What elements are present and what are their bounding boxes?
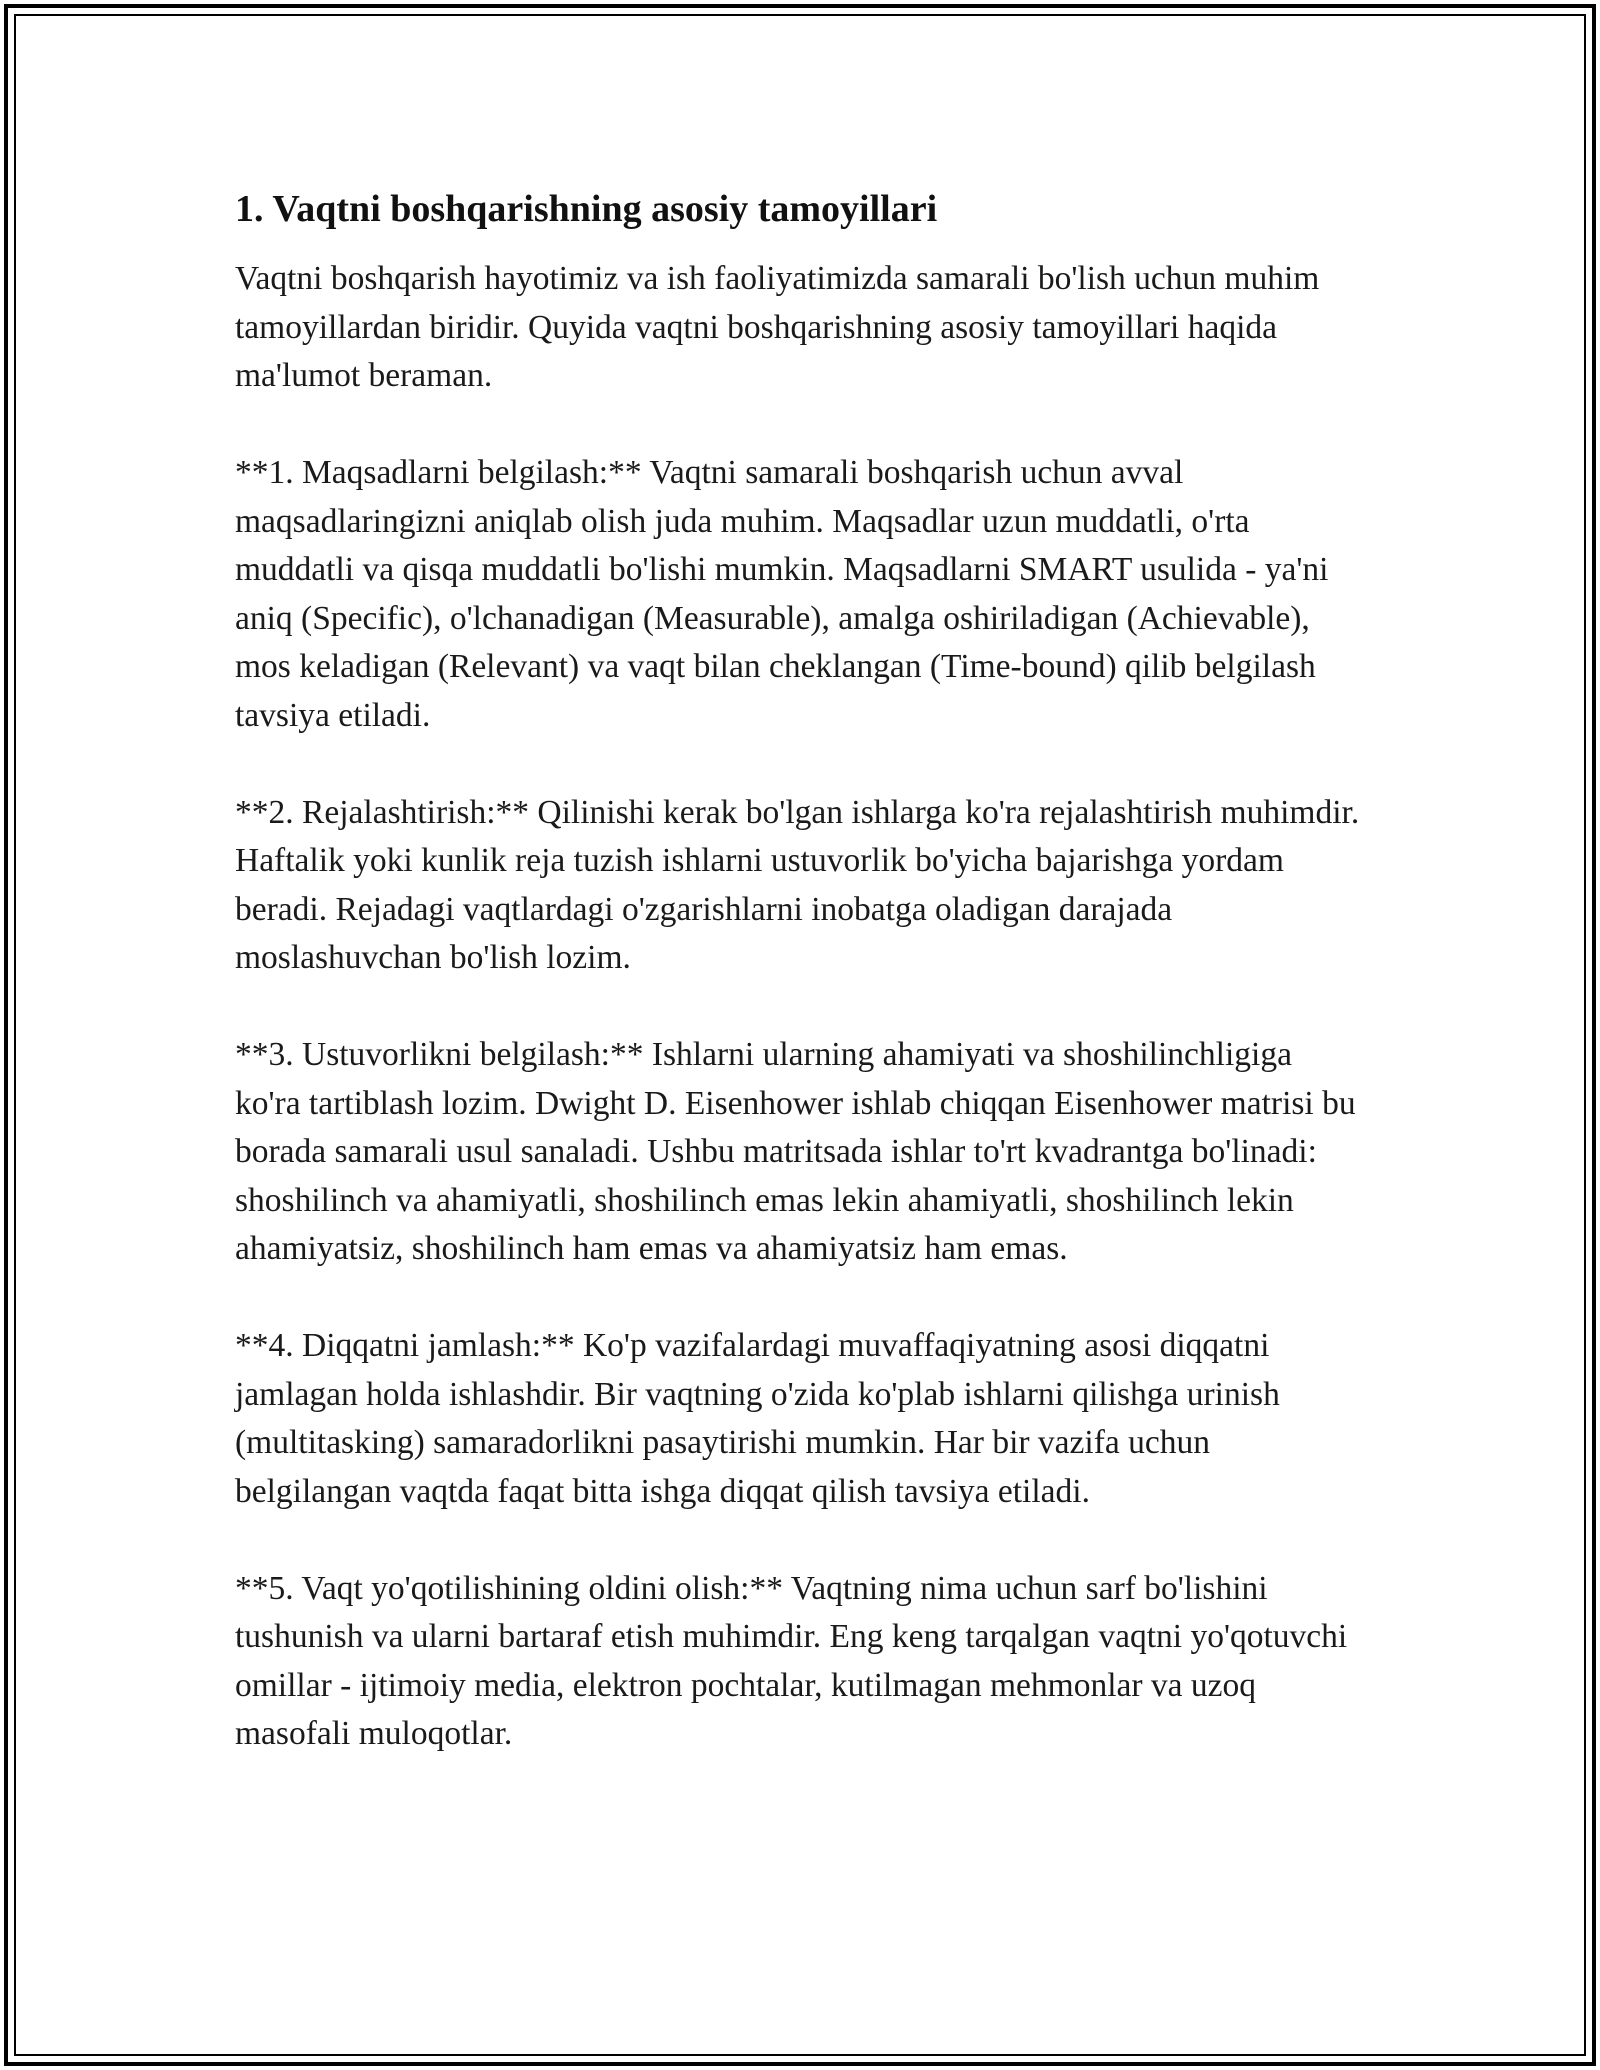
paragraph-prioritization: **3. Ustuvorlikni belgilash:** Ishlarni ularning ahamiyati va shoshilinchligiga ko'ra tartiblash lozim. Dwight D. Eisenhower ishlab chiqqan Eisenhower matrisi bu borada samarali usul sanaladi. Ushbu matritsada ishlar to'rt kvadrantga bo'linadi: shoshilinch va ahamiyatli, shoshilinch emas lekin ahamiyatli, shoshilinch lekin ahamiyatsiz, shoshilinch ham emas va ahamiyatsiz ham emas.	[235, 1036, 1356, 1267]
paragraph-time-loss: **5. Vaqt yo'qotilishining oldini olish:** Vaqtning nima uchun sarf bo'lishini tushunish va ularni bartaraf etish muhimdir. Eng keng tarqalgan vaqtni yo'qotuvchi omillar - ijtimoiy media, elektron pochtalar, kutilmagan mehmonlar va uzoq masofali muloqotlar.	[235, 1569, 1348, 1752]
intro-paragraph: Vaqtni boshqarish hayotimiz va ish faoliyatimizda samarali bo'lish uchun muhim tamoyillardan biridir. Quyida vaqtni boshqarishning asosiy tamoyillari haqida ma'lumot beraman.	[235, 260, 1320, 394]
paragraph-planning: **2. Rejalashtirish:** Qilinishi kerak bo'lgan ishlarga ko'ra rejalashtirish muhimdir. Haftalik yoki kunlik reja tuzish ishlarni ustuvorlik bo'yicha bajarishga yordam beradi. Rejadagi vaqtlardagi o'zgarishlarni inobatga oladigan darajada moslashuvchan bo'lish lozim.	[235, 793, 1360, 976]
paragraph-focus: **4. Diqqatni jamlash:** Ko'p vazifalardagi muvaffaqiyatning asosi diqqatni jamlagan holda ishlashdir. Bir vaqtning o'zida ko'plab ishlarni qilishga urinish (multitasking) samaradorlikni pasaytirishi mumkin. Har bir vazifa uchun belgilangan vaqtda faqat bitta ishga diqqat qilish tavsiya etiladi.	[235, 1327, 1280, 1510]
page-title: 1. Vaqtni boshqarishning asosiy tamoyillari	[235, 188, 938, 230]
paragraph-goal-setting: **1. Maqsadlarni belgilash:** Vaqtni samarali boshqarish uchun avval maqsadlaringizni aniqlab olish juda muhim. Maqsadlar uzun muddatli, o'rta muddatli va qisqa muddatli bo'lishi mumkin. Maqsadlarni SMART usulida - ya'ni aniq (Specific), o'lchanadigan (Measurable), amalga oshiriladigan (Achievable), mos keladigan (Relevant) va vaqt bilan cheklangan (Time-bound) qilib belgilash tavsiya etiladi.	[235, 454, 1329, 734]
document-body	[235, 185, 1365, 1807]
